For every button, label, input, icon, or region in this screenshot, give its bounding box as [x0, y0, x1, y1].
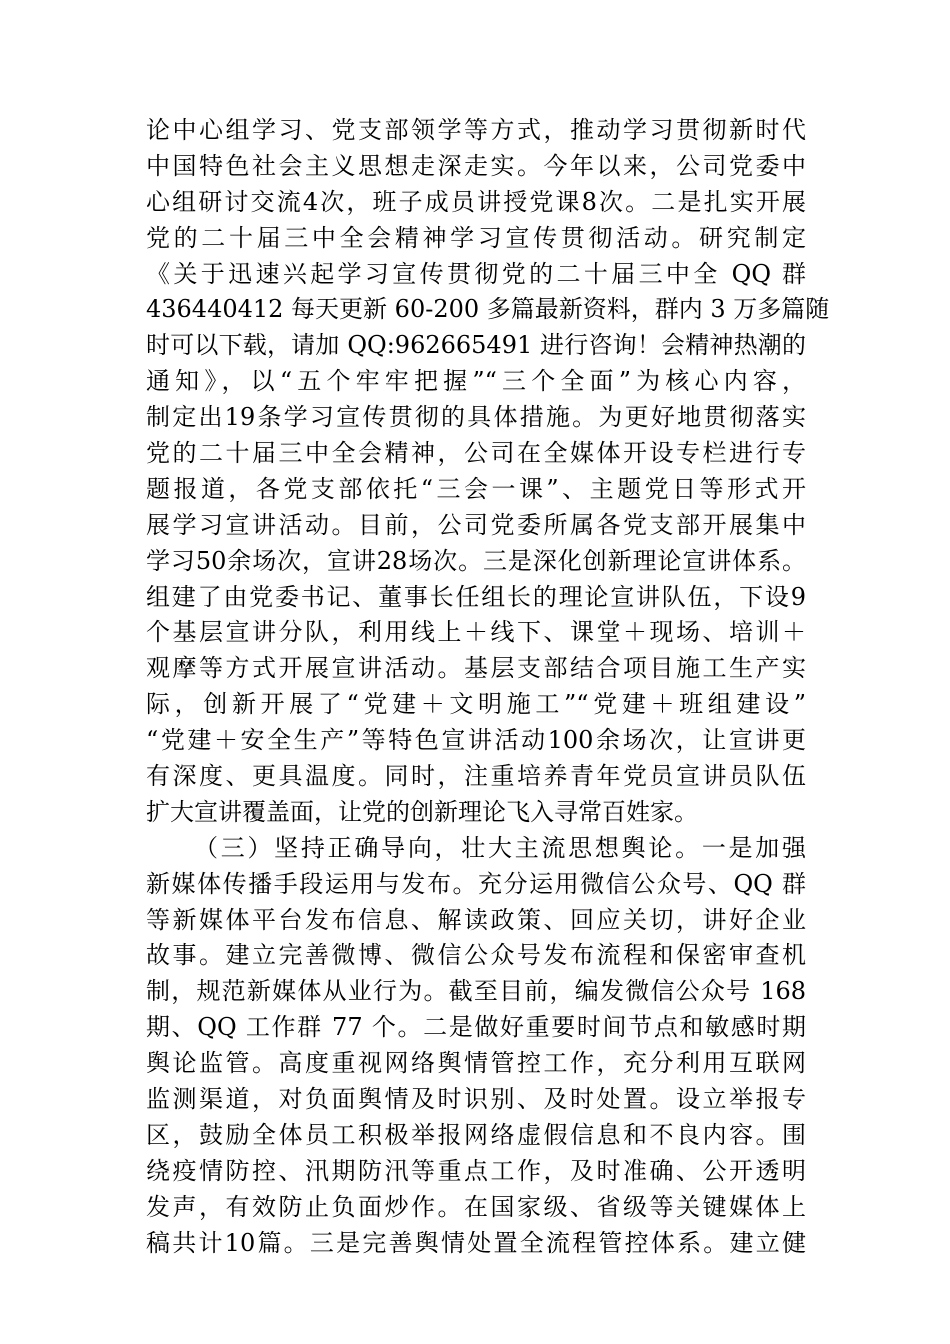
- text-line: 时可以下载，请加 QQ:962665491 进行咨询！会精神热潮的: [146, 331, 806, 360]
- text-line: 舆论监管。高度重视网络舆情管控工作，充分利用互联网: [146, 1049, 806, 1078]
- text-line: 《关于迅速兴起学习宣传贯彻党的二十届三中全 QQ 群: [146, 259, 806, 288]
- text-line: 故事。建立完善微博、微信公众号发布流程和保密审查机: [146, 941, 806, 970]
- body-text: [146, 113, 830, 1262]
- text-line: 党的二十届三中全会精神学习宣传贯彻活动。研究制定: [146, 223, 806, 252]
- text-line: 组建了由党委书记、董事长任组长的理论宣讲队伍，下设9: [146, 582, 806, 611]
- text-line: 期、QQ 工作群 77 个。二是做好重要时间节点和敏感时期: [146, 1013, 806, 1042]
- text-line: 监测渠道，对负面舆情及时识别、及时处置。设立举报专: [146, 1085, 806, 1114]
- text-line: 题报道，各党支部依托“三会一课”、主题党日等形式开: [146, 474, 806, 503]
- text-line: 观摩等方式开展宣讲活动。基层支部结合项目施工生产实: [146, 654, 806, 683]
- text-line: 扩大宣讲覆盖面，让党的创新理论飞入寻常百姓家。: [146, 797, 698, 826]
- text-line: 论中心组学习、党支部领学等方式，推动学习贯彻新时代: [146, 116, 806, 144]
- text-line: 区，鼓励全体员工积极举报网络虚假信息和不良内容。围: [146, 1120, 806, 1149]
- text-line: 制，规范新媒体从业行为。截至目前，编发微信公众号 168: [146, 977, 806, 1006]
- text-line: 学习50余场次，宣讲28场次。三是深化创新理论宣讲体系。: [146, 546, 806, 575]
- text-line: 制定出19条学习宣传贯彻的具体措施。为更好地贯彻落实: [146, 403, 806, 432]
- text-line: 党的二十届三中全会精神，公司在全媒体开设专栏进行专: [146, 439, 806, 468]
- text-line: 际，创新开展了“党建＋文明施工”“党建＋班组建设”: [146, 690, 806, 719]
- text-line: 发声，有效防止负面炒作。在国家级、省级等关键媒体上: [146, 1192, 806, 1221]
- text-line: 个基层宣讲分队，利用线上＋线下、课堂＋现场、培训＋: [146, 618, 806, 647]
- section-heading-line: （三）坚持正确导向，壮大主流思想舆论。一是加强: [194, 833, 806, 862]
- text-line: 绕疫情防控、汛期防汛等重点工作，及时准确、公开透明: [146, 1156, 806, 1185]
- text-line: 新媒体传播手段运用与发布。充分运用微信公众号、QQ 群: [146, 869, 806, 898]
- text-line: 通知》，以“五个牢牢把握”“三个全面”为核心内容，: [146, 367, 806, 396]
- text-line: 展学习宣讲活动。目前，公司党委所属各党支部开展集中: [146, 510, 806, 539]
- text-line: 中国特色社会主义思想走深走实。今年以来，公司党委中: [146, 151, 806, 180]
- text-line: 有深度、更具温度。同时，注重培养青年党员宣讲员队伍: [146, 762, 806, 791]
- text-line: 稿共计10篇。三是完善舆情处置全流程管控体系。建立健: [146, 1228, 806, 1257]
- text-line: 等新媒体平台发布信息、解读政策、回应关切，讲好企业: [146, 905, 806, 934]
- text-line: 436440412 每天更新 60-200 多篇最新资料，群内 3 万多篇随: [146, 295, 830, 324]
- text-line: 心组研讨交流4次，班子成员讲授党课8次。二是扎实开展: [146, 187, 806, 216]
- text-line: “党建＋安全生产”等特色宣讲活动100余场次，让宣讲更: [146, 726, 806, 755]
